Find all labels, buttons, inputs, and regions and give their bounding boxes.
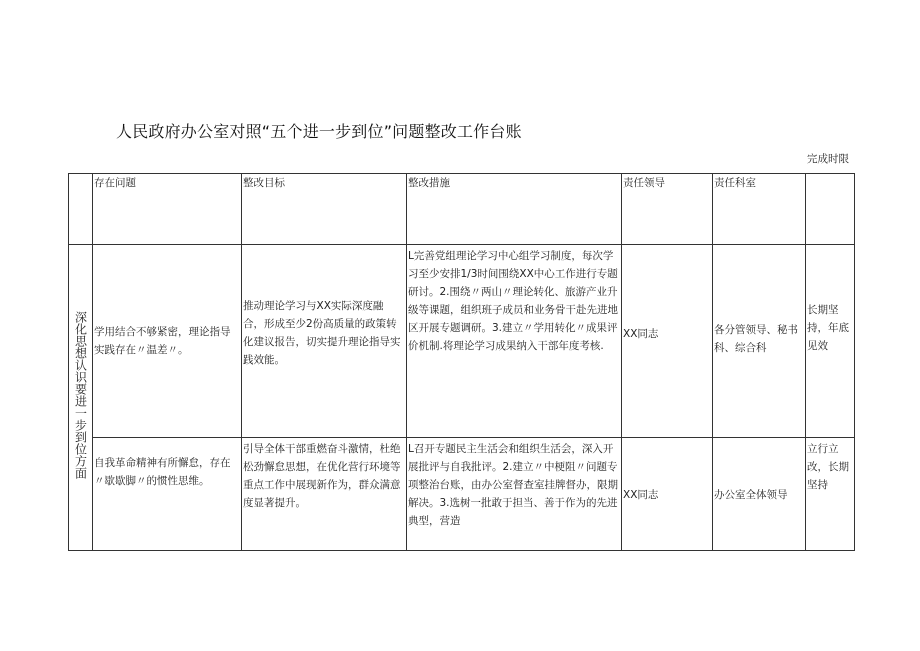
leader-cell: XX同志 — [622, 438, 713, 551]
table-header-row — [69, 174, 855, 245]
table-row — [69, 438, 855, 551]
header-leader: 责任领导 — [622, 174, 713, 245]
header-department: 责任科室 — [713, 174, 806, 245]
header-category — [69, 174, 93, 245]
department-cell: 各分管领导、秘书科、综合科 — [713, 245, 806, 438]
problem-cell: 自我革命精神有所懈怠，存在〃歇歇脚〃的惯性思维。 — [93, 438, 242, 551]
measures-cell: L召开专题民主生活会和组织生活会，深入开展批评与自我批评。2.建立〃中梗阻〃问题专项整治台账，由办公室督查室挂牌督办，限期解决。3.选树一批敢于担当、善于作为的先进典型，营造 — [407, 438, 622, 551]
goal-cell: 引导全体干部重燃奋斗激情，杜绝松劲懈怠思想，在优化营行环境等重点工作中展现新作为，群众满意度显著提升。 — [242, 438, 407, 551]
goal-cell: 推动理论学习与XX实际深度融合，形成至少2份高质量的政策转化建议报告，切实提升理论指导实践效能。 — [242, 245, 407, 438]
category-label: 深化思想认识要进一步到位方面 — [73, 310, 88, 479]
problem-cell: 学用结合不够紧密，理论指导实践存在〃温差〃。 — [93, 245, 242, 438]
deadline-cell: 立行立改，长期坚持 — [806, 438, 855, 551]
measures-cell: L完善党组理论学习中心组学习制度，每次学习至少安排1/3时间围绕XX中心工作进行专题研讨。2.围绕〃两山〃理论转化、旅游产业升级等课题，组织班子成员和业务骨干赴先进地区开展专题调研。3.建立〃学用转化〃成果评价机制.将理论学习成果纳入干部年度考核. — [407, 245, 622, 438]
deadline-cell: 长期坚持，年底见效 — [806, 245, 855, 438]
table-row — [69, 245, 855, 438]
document-title: 人民政府办公室对照“五个进一步到位”问题整改工作台账 — [116, 122, 522, 141]
header-measures: 整改措施 — [407, 174, 622, 245]
category-cell — [69, 245, 93, 551]
header-deadline: 完成时限 — [806, 174, 855, 245]
department-cell: 办公室全体领导 — [713, 438, 806, 551]
leader-cell: XX同志 — [622, 245, 713, 438]
header-problem: 存在问题 — [93, 174, 242, 245]
rectification-ledger-table — [68, 153, 855, 551]
header-goal: 整改目标 — [242, 174, 407, 245]
